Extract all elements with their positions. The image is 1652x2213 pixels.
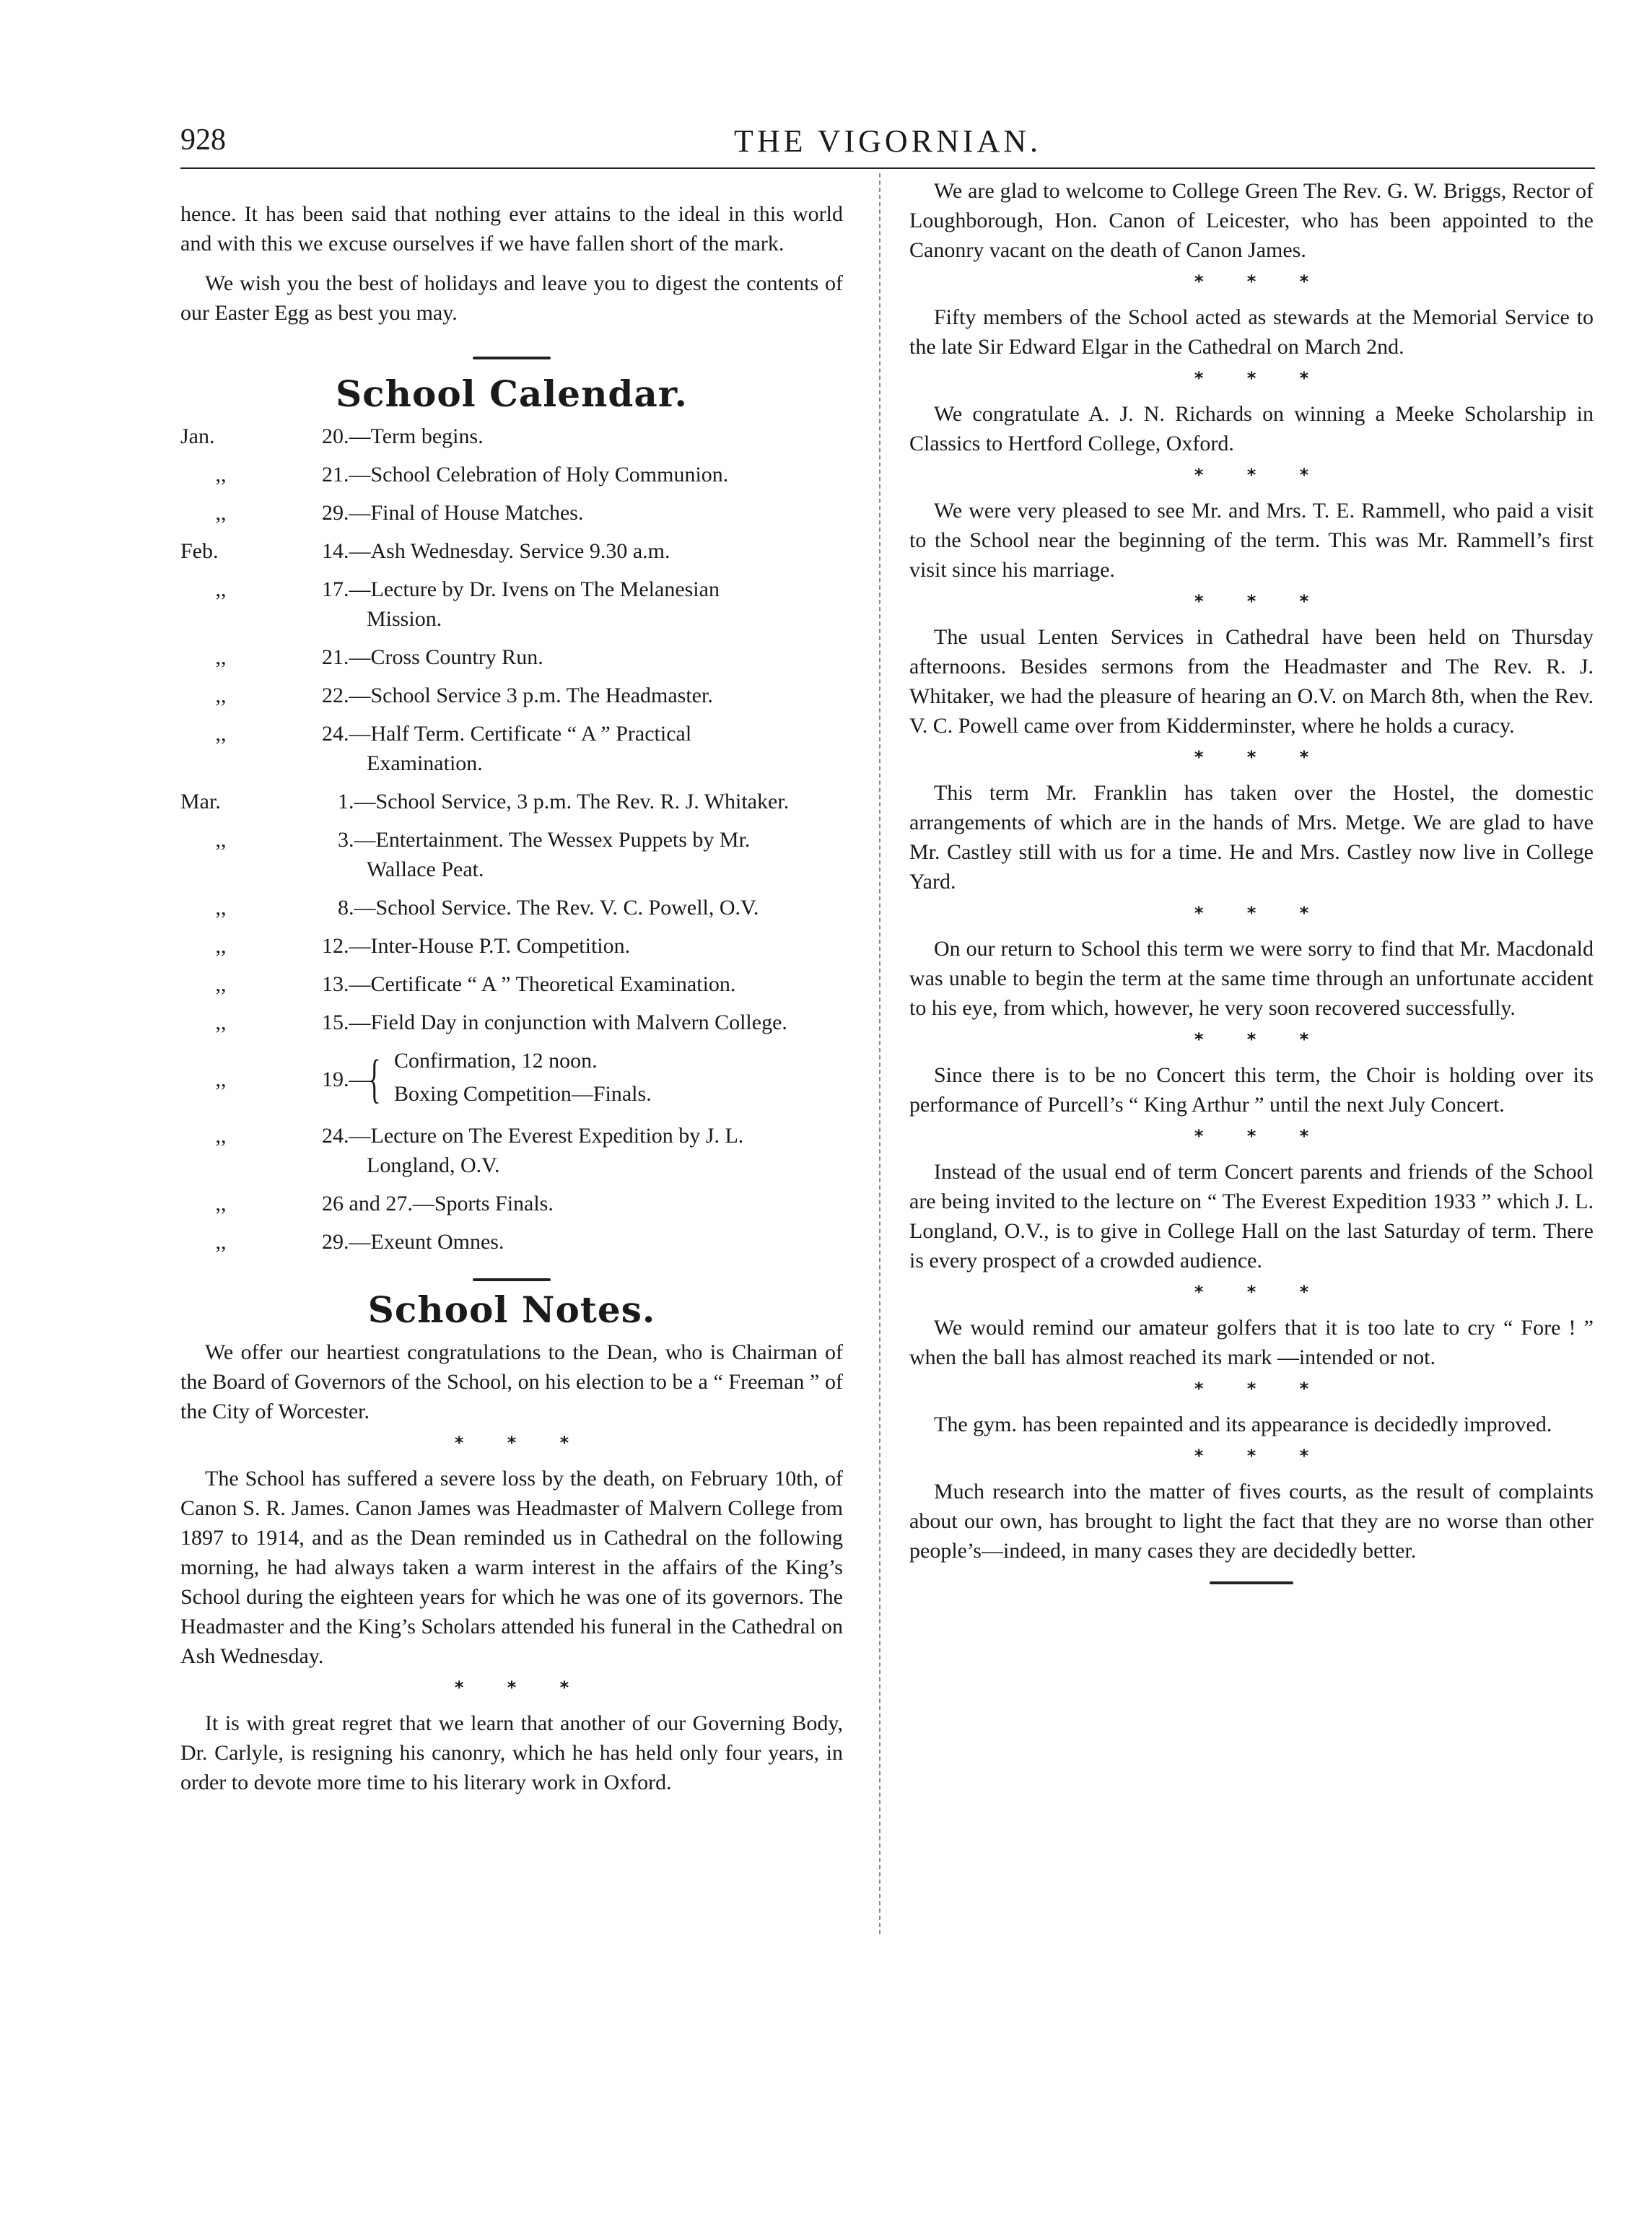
intro-paragraph: hence. It has been said that nothing ever attains to the ideal in this world and with this we excuse ourselves if we have fallen short of the mark. <box>180 202 843 256</box>
calendar-entry <box>180 1189 843 1218</box>
page-header <box>180 123 1595 166</box>
calendar-date: 13. <box>322 972 349 996</box>
calendar-entry <box>180 825 843 884</box>
calendar-date: 12. <box>322 934 349 958</box>
column-divider <box>879 173 880 1934</box>
calendar-continuation: Mission. <box>367 607 442 631</box>
separator-stars: * * * <box>1194 1379 1328 1399</box>
calendar-list <box>180 422 843 1037</box>
notes-heading: School Notes. <box>367 1288 656 1331</box>
calendar-month: Jan. <box>180 424 215 448</box>
end-rule <box>1210 1581 1293 1584</box>
separator-stars: * * * <box>1194 591 1328 611</box>
calendar-date: 1. <box>338 790 354 813</box>
calendar-date: 15. <box>322 1011 349 1034</box>
note-paragraph: We are glad to welcome to College Green The Rev. G. W. Briggs, Rector of Loughborough, Hon. Canon of Leicester, who has been appointed to the Canonry vacant on the death of Canon James. <box>909 179 1594 262</box>
calendar-date: 29. <box>322 501 349 525</box>
calendar-entry <box>180 681 843 710</box>
calendar-date: 21. <box>322 645 349 669</box>
calendar-entry <box>180 536 843 566</box>
calendar-text: —School Service. The Rev. V. C. Powell, O.V. <box>354 896 759 920</box>
calendar-list-tail <box>180 1121 843 1257</box>
calendar-date: 29. <box>322 1230 349 1254</box>
calendar-date: 17. <box>322 577 349 601</box>
calendar-continuation: Longland, O.V. <box>367 1153 500 1177</box>
calendar-date: 14. <box>322 539 349 563</box>
right-column <box>909 176 1594 1584</box>
ditto-mark: ,, <box>215 501 227 525</box>
ditto-mark: ,, <box>215 828 227 852</box>
calendar-entry <box>180 1227 843 1257</box>
calendar-text: —Field Day in conjunction with Malvern College. <box>349 1011 787 1034</box>
ditto-mark: ,, <box>215 896 227 920</box>
calendar-date: 26 and 27. <box>322 1192 413 1215</box>
note-paragraph: Much research into the matter of fives courts, as the result of complaints about our own, has brought to light the fact that they are no worse than other people’s—indeed, in many cases they are decidedly better. <box>909 1480 1594 1563</box>
calendar-continuation: Wallace Peat. <box>367 857 484 881</box>
calendar-entry <box>180 787 843 816</box>
intro-paragraph: We wish you the best of holidays and leave you to digest the contents of our Easter Egg as best you may. <box>180 271 843 325</box>
calendar-continuation: Examination. <box>367 751 483 775</box>
calendar-entry <box>180 931 843 961</box>
note-paragraph: On our return to School this term we were sorry to find that Mr. Macdonald was unable to begin the term at the same time through an unfortunate accident to his eye, from which, however, he very soon recovered successfully. <box>909 937 1594 1020</box>
calendar-text: —Inter-House P.T. Competition. <box>349 934 631 958</box>
calendar-entry <box>180 969 843 999</box>
calendar-date: 21. <box>322 463 349 486</box>
calendar-entry <box>180 422 843 451</box>
ditto-mark: ,, <box>215 1068 227 1091</box>
journal-title: THE VIGORNIAN. <box>733 123 1042 159</box>
separator-stars: * * * <box>1194 1029 1328 1049</box>
calendar-entry <box>180 498 843 528</box>
calendar-text: —Sports Finals. <box>412 1192 554 1215</box>
calendar-entry <box>180 1008 843 1037</box>
ditto-mark: ,, <box>215 684 227 707</box>
separator-stars: * * * <box>1194 1446 1328 1466</box>
section-rule <box>473 357 551 359</box>
calendar-text: —Lecture by Dr. Ivens on The Melanesian <box>349 577 720 601</box>
ditto-mark: ,, <box>215 722 227 746</box>
calendar-text: —Half Term. Certificate “ A ” Practical <box>349 722 692 746</box>
calendar-entry <box>180 460 843 489</box>
calendar-text: —Ash Wednesday. Service 9.30 a.m. <box>349 539 670 563</box>
ditto-mark: ,, <box>215 463 227 486</box>
calendar-date: 20. <box>322 424 349 448</box>
ditto-mark: ,, <box>215 577 227 601</box>
separator-stars: * * * <box>1194 1282 1328 1302</box>
calendar-text: —Entertainment. The Wessex Puppets by Mr. <box>354 828 751 852</box>
calendar-entry <box>180 1121 843 1180</box>
note-paragraph: Since there is to be no Concert this term, the Choir is holding over its performance of Purcell’s “ King Arthur ” until the next July Concert. <box>909 1063 1594 1117</box>
calendar-entry-brace <box>180 1046 843 1112</box>
brace-icon: { <box>368 1049 381 1109</box>
left-column <box>180 199 843 1797</box>
separator-stars: * * * <box>1194 747 1328 767</box>
note-paragraph: We would remind our amateur golfers that it is too late to cry “ Fore ! ” when the ball has almost reached its mark —intended or not. <box>909 1316 1594 1369</box>
note-paragraph: Instead of the usual end of term Concert parents and friends of the School are being invited to the lecture on “ The Everest Expedition 1933 ” which J. L. Longland, O.V., is to give in College Hall on the last Saturday of term. There is every prospect of a crowded audience. <box>909 1160 1594 1273</box>
separator-stars: * * * <box>1194 368 1328 388</box>
separator-stars: * * * <box>1194 1126 1328 1146</box>
calendar-date: 22. <box>322 684 349 707</box>
page-number: 928 <box>180 123 226 157</box>
note-paragraph: The School has suffered a severe loss by the death, on February 10th, of Canon S. R. James. Canon James was Headmaster of Malvern College from 1897 to 1914, and as the Dean reminded us in Cathedral on the following morning, he had always taken a warm interest in the affairs of the King’s School during the eighteen years for which he was one of its governors. The Headmaster and the King’s Scholars attended his funeral in the Cathedral on Ash Wednesday. <box>180 1467 843 1668</box>
separator-stars: * * * <box>454 1433 588 1453</box>
note-paragraph: We were very pleased to see Mr. and Mrs. T. E. Rammell, who paid a visit to the School near the beginning of the term. This was Mr. Rammell’s first visit since his marriage. <box>909 499 1594 582</box>
calendar-entry <box>180 575 843 634</box>
separator-stars: * * * <box>454 1677 588 1698</box>
calendar-text: Confirmation, 12 noon. <box>394 1049 598 1073</box>
note-paragraph: The usual Lenten Services in Cathedral have been held on Thursday afternoons. Besides sermons from the Headmaster and The Rev. R. J. Whitaker, we had the pleasure of hearing an O.V. on March 8th, when the Rev. V. C. Powell came over from Kidderminster, where he holds a curacy. <box>909 625 1594 738</box>
note-paragraph: It is with great regret that we learn that another of our Governing Body, Dr. Carlyle, is resigning his canonry, which he has held only four years, in order to devote more time to his literary work in Oxford. <box>180 1711 843 1794</box>
note-paragraph: We offer our heartiest congratulations to the Dean, who is Chairman of the Board of Governors of the School, on his election to be a “ Freeman ” of the City of Worcester. <box>180 1340 843 1423</box>
calendar-text: —Term begins. <box>349 424 484 448</box>
separator-stars: * * * <box>1194 271 1328 292</box>
calendar-text: —School Celebration of Holy Communion. <box>349 463 729 486</box>
calendar-date: 24. <box>322 1124 349 1148</box>
ditto-mark: ,, <box>215 1192 227 1215</box>
calendar-text: —Exeunt Omnes. <box>349 1230 504 1254</box>
calendar-entry <box>180 719 843 778</box>
calendar-date: 8. <box>338 896 354 920</box>
calendar-text: —Certificate “ A ” Theoretical Examination. <box>349 972 736 996</box>
ditto-mark: ,, <box>215 934 227 958</box>
calendar-text: —Cross Country Run. <box>349 645 543 669</box>
calendar-text: —School Service 3 p.m. The Headmaster. <box>349 684 713 707</box>
calendar-heading: School Calendar. <box>336 372 688 415</box>
calendar-text: —Lecture on The Everest Expedition by J. L. <box>349 1124 744 1148</box>
note-paragraph: We congratulate A. J. N. Richards on winning a Meeke Scholarship in Classics to Hertford College, Oxford. <box>909 402 1594 455</box>
header-rule <box>180 167 1595 169</box>
calendar-date: 24. <box>322 722 349 746</box>
calendar-text: Boxing Competition—Finals. <box>394 1082 652 1106</box>
section-rule <box>473 1278 551 1281</box>
calendar-entry <box>180 893 843 922</box>
separator-stars: * * * <box>1194 465 1328 485</box>
calendar-month: Mar. <box>180 790 221 813</box>
calendar-date: 19.— <box>322 1068 371 1091</box>
calendar-month: Feb. <box>180 539 219 563</box>
note-paragraph: This term Mr. Franklin has taken over the Hostel, the domestic arrangements of which are in the hands of Mrs. Metge. We are glad to have Mr. Castley still with us for a time. He and Mrs. Castley now live in College Yard. <box>909 781 1594 894</box>
calendar-date: 3. <box>338 828 354 852</box>
ditto-mark: ,, <box>215 1230 227 1254</box>
calendar-text: —School Service, 3 p.m. The Rev. R. J. Whitaker. <box>354 790 790 813</box>
ditto-mark: ,, <box>215 1124 227 1148</box>
ditto-mark: ,, <box>215 1011 227 1034</box>
calendar-text: —Final of House Matches. <box>349 501 584 525</box>
note-paragraph: Fifty members of the School acted as stewards at the Memorial Service to the late Sir Edward Elgar in the Cathedral on March 2nd. <box>909 305 1594 359</box>
ditto-mark: ,, <box>215 972 227 996</box>
calendar-entry <box>180 642 843 672</box>
separator-stars: * * * <box>1194 903 1328 923</box>
ditto-mark: ,, <box>215 645 227 669</box>
note-paragraph: The gym. has been repainted and its appearance is decidedly improved. <box>934 1413 1552 1436</box>
